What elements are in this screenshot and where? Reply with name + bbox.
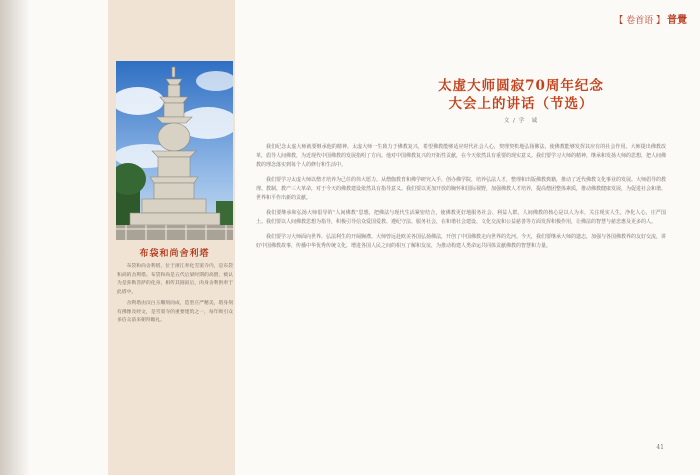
article-body: [256, 143, 666, 257]
page-number: 41: [656, 444, 664, 451]
sidebar-text: [117, 263, 233, 328]
sidebar-paragraph: 布袋和尚舍利塔，位于浙江奉化雪窦寺内，是布袋和尚的舍利塔。布袋和尚是五代后梁时期的高僧，被认为是弥勒菩萨的化身，相传其圆寂后，肉身舍利供奉于此塔中。: [117, 264, 233, 296]
pagoda-illustration: [116, 61, 233, 240]
pagoda-photo: [116, 61, 233, 240]
column-header: [614, 11, 687, 26]
page-gutter-shadow: [0, 0, 30, 475]
photo-caption: 布袋和尚舍利塔: [139, 249, 210, 259]
title-line-2: 大会上的讲话（节选）: [448, 96, 594, 112]
body-paragraph: 我们要继承和弘扬大师倡导的“人间佛教”思想，把佛法与现代生活紧密结合，使佛教更好地服务社会、利益人群。人间佛教的核心是以人为本，关注现实人生，净化人心，庄严国土。我们要以人间佛教思想为指导，积极引导信众爱国爱教、遵纪守法、服务社会，在和谐社会建设、文化交流和公益慈善等方面发挥积极作用，让佛法的智慧与慈悲惠及更多的人。: [256, 210, 666, 226]
body-paragraph: 我们要学习大师面向世界、弘法利生的开阔胸襟。大师曾远赴欧美各国弘扬佛法，开创了中国佛教走向世界的先河。今天，我们要继承大师的遗志，加强与各国佛教界的友好交流，讲好中国佛教故事，传播中华优秀传统文化，增进各国人民之间的相互了解和友谊，为推动构建人类命运共同体贡献佛教的智慧和力量。: [256, 234, 667, 250]
magazine-logo: 普覺: [667, 15, 687, 26]
body-paragraph: 我们要学习太虚大师以僧才培养为己任的伟大愿力。从僧伽教育和佛学研究入手，创办佛学院，培养弘法人才，整理和出版佛教典籍，推动了近代佛教文化事业的发展。大师倡导的教理、教制、教产三大革命，对于今天的佛教建设依然具有指导意义。我们要以更加开放的胸怀和国际视野，加强佛教人才培养，提高僧团整体素质，推动佛教健康发展，为促进社会和谐、世界和平作出新的贡献。: [256, 177, 667, 202]
body-paragraph: 我们纪念太虚大师就要继承他的精神。太虚大师一生致力于佛教复兴，希望佛教能够适应时代社会人心，契理契机地弘扬佛法，使佛教能够发挥其应有的社会作用。大师提出佛教改革，倡导人间佛教，为近现代中国佛教的发展指明了方向。他对中国佛教复兴的开拓性贡献，在今天依然具有重要的现实意义。我们要学习大师的精神，继承和发扬大师的思想，把人间佛教的理念落实到每个人的修行和生活中。: [256, 144, 667, 169]
sidebar-paragraph: 舍利塔由汉白玉雕刻而成，造型庄严精美，塔身刻有佛像及经文，是雪窦寺的重要建筑之一，每年吸引众多信众前来朝拜瞻礼。: [117, 300, 233, 324]
article-author: 文 / 学 诚: [503, 118, 539, 124]
title-line-1: 太虚大师圆寂70周年纪念: [438, 78, 604, 94]
article-title: [376, 77, 666, 113]
column-tag: 【 卷首语 】: [614, 16, 665, 26]
